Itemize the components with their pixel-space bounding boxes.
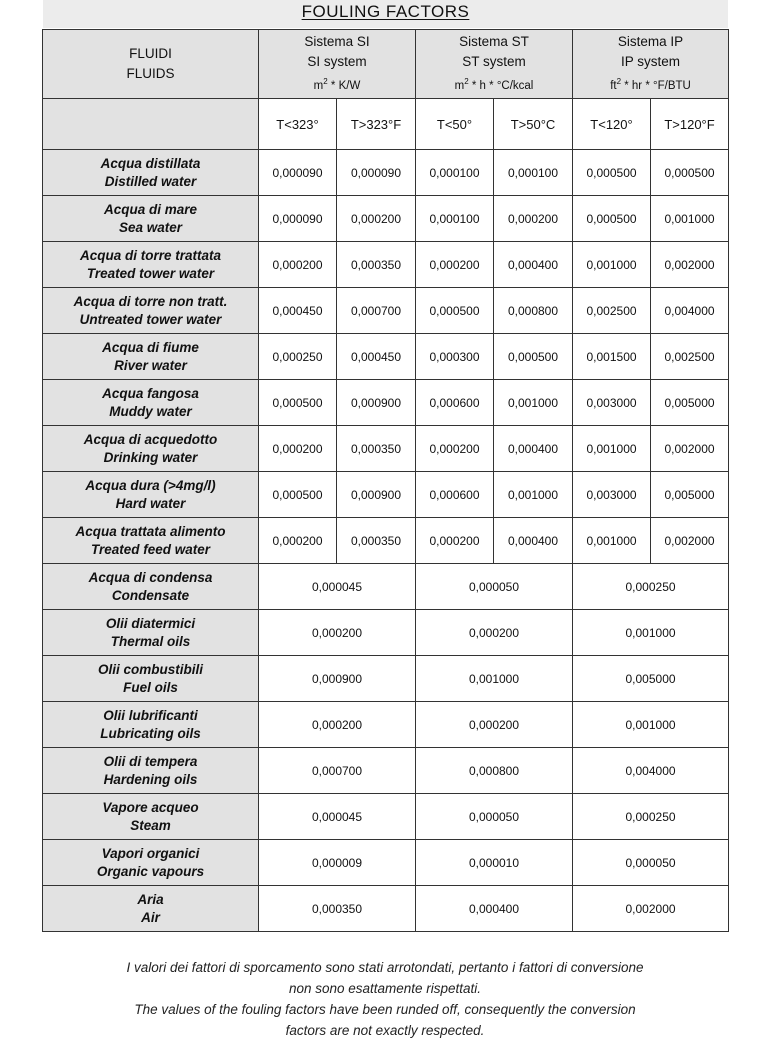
- value-cell: 0,000200: [416, 702, 573, 748]
- table-row: [43, 150, 729, 196]
- fluid-name-en: Condensate: [111, 587, 190, 603]
- header-system-si: [259, 30, 416, 99]
- system-ip-line2: IP system: [621, 54, 681, 70]
- system-si-unit: $m^2 * K/W$: [313, 77, 361, 92]
- value-cell: 0,002000: [573, 886, 729, 932]
- table-row: [43, 748, 729, 794]
- table-row: [43, 610, 729, 656]
- value-cell: 0,000050: [416, 564, 573, 610]
- value-cell: 0,000200: [416, 242, 494, 288]
- fluid-name-cell: [43, 242, 259, 288]
- value-cell: 0,000400: [416, 886, 573, 932]
- fluid-name-cell: [43, 518, 259, 564]
- fluid-name-cell: [43, 886, 259, 932]
- fluid-name-cell: [43, 472, 259, 518]
- value-cell: 0,000500: [573, 150, 651, 196]
- fluid-name-cell: [43, 334, 259, 380]
- value-cell: 0,000250: [259, 334, 337, 380]
- footnote: [60, 957, 710, 1041]
- temp-header: T>323°F: [337, 99, 416, 150]
- system-ip-unit: $ft^2$ * hr * °F/BTU: [610, 77, 691, 92]
- footnote-line: non sono esattamente rispettati.: [288, 981, 482, 996]
- system-si-line1: Sistema SI: [304, 34, 370, 50]
- fluid-name-it: Vapori organici: [101, 845, 200, 861]
- fluid-name-it: Acqua trattata alimento: [75, 523, 226, 539]
- value-cell: 0,000200: [416, 518, 494, 564]
- value-cell: 0,000400: [494, 426, 573, 472]
- fluid-name-en: Organic vapours: [96, 863, 205, 879]
- fluid-name-cell: [43, 748, 259, 794]
- value-cell: 0,005000: [651, 472, 729, 518]
- value-cell: 0,000009: [259, 840, 416, 886]
- value-cell: 0,000600: [416, 472, 494, 518]
- table-row: [43, 288, 729, 334]
- value-cell: 0,000090: [259, 150, 337, 196]
- value-cell: 0,000700: [259, 748, 416, 794]
- value-cell: 0,000400: [494, 242, 573, 288]
- fluid-name-cell: [43, 702, 259, 748]
- system-st-line2: ST system: [462, 54, 526, 70]
- header-system-st: [416, 30, 573, 99]
- value-cell: 0,000100: [416, 150, 494, 196]
- fluid-name-it: Acqua di condensa: [88, 569, 213, 585]
- value-cell: 0,000100: [494, 150, 573, 196]
- value-cell: 0,000045: [259, 564, 416, 610]
- table-row: [43, 242, 729, 288]
- header-system-ip: [573, 30, 729, 99]
- fluid-name-cell: [43, 380, 259, 426]
- value-cell: 0,000200: [259, 610, 416, 656]
- fluid-name-it: Acqua di torre trattata: [79, 247, 222, 263]
- fluid-name-it: Acqua distillata: [100, 155, 201, 171]
- value-cell: 0,000200: [337, 196, 416, 242]
- table-row: [43, 564, 729, 610]
- value-cell: 0,001000: [651, 196, 729, 242]
- value-cell: 0,003000: [573, 380, 651, 426]
- temp-header: T>50°C: [494, 99, 573, 150]
- value-cell: 0,000800: [416, 748, 573, 794]
- fluid-name-cell: [43, 150, 259, 196]
- value-cell: 0,000800: [494, 288, 573, 334]
- value-cell: 0,000200: [416, 610, 573, 656]
- fluid-name-it: Acqua fangosa: [102, 385, 199, 401]
- fluid-name-cell: [43, 840, 259, 886]
- system-st-unit: $m^2$ * h * °C/kcal: [454, 77, 534, 92]
- fluid-name-en: Untreated tower water: [79, 311, 222, 327]
- temp-header: T<50°: [416, 99, 494, 150]
- fluid-name-it: Olii di tempera: [103, 753, 198, 769]
- fluid-name-en: Thermal oils: [110, 633, 191, 649]
- table-row: [43, 426, 729, 472]
- system-ip-line1: Sistema IP: [617, 34, 684, 50]
- fluid-name-en: Sea water: [118, 219, 183, 235]
- value-cell: 0,000500: [259, 472, 337, 518]
- value-cell: 0,000200: [259, 702, 416, 748]
- value-cell: 0,000900: [259, 656, 416, 702]
- fluid-name-it: Acqua di acquedotto: [83, 431, 218, 447]
- fluid-name-en: Treated tower water: [86, 265, 215, 281]
- value-cell: 0,000050: [573, 840, 729, 886]
- value-cell: 0,000045: [259, 794, 416, 840]
- value-cell: 0,000200: [494, 196, 573, 242]
- table-row: [43, 656, 729, 702]
- value-cell: 0,000250: [573, 564, 729, 610]
- value-cell: 0,000200: [259, 426, 337, 472]
- value-cell: 0,002500: [573, 288, 651, 334]
- fluid-name-cell: [43, 426, 259, 472]
- fluid-name-cell: [43, 794, 259, 840]
- fluid-name-cell: [43, 196, 259, 242]
- table-row: [43, 472, 729, 518]
- value-cell: 0,003000: [573, 472, 651, 518]
- fluid-name-en: Air: [141, 909, 160, 925]
- fluid-name-en: Hard water: [115, 495, 186, 511]
- value-cell: 0,001000: [494, 472, 573, 518]
- value-cell: 0,001500: [573, 334, 651, 380]
- fluid-name-en: Muddy water: [109, 403, 192, 419]
- footnote-line: I valori dei fattori di sporcamento sono stati arrotondati, pertanto i fattori di conversione: [126, 960, 644, 975]
- table-row: [43, 380, 729, 426]
- value-cell: 0,000250: [573, 794, 729, 840]
- value-cell: 0,002500: [651, 334, 729, 380]
- fluid-name-it: Acqua di fiume: [102, 339, 199, 355]
- temp-header: T>120°F: [651, 99, 729, 150]
- value-cell: 0,000200: [416, 426, 494, 472]
- value-cell: 0,004000: [573, 748, 729, 794]
- value-cell: 0,001000: [416, 656, 573, 702]
- value-cell: 0,000450: [337, 334, 416, 380]
- fluid-name-en: Treated feed water: [90, 541, 211, 557]
- fluid-name-en: Distilled water: [104, 173, 197, 189]
- value-cell: 0,001000: [573, 518, 651, 564]
- fluid-name-it: Olii diatermici: [105, 615, 196, 631]
- value-cell: 0,005000: [651, 380, 729, 426]
- value-cell: 0,002000: [651, 242, 729, 288]
- header-fluids: [43, 30, 259, 99]
- header-fluids-it: FLUIDI: [129, 46, 172, 61]
- page-title: FOULING FACTORS: [301, 2, 470, 21]
- fluid-name-en: Fuel oils: [123, 679, 178, 695]
- table-row: [43, 840, 729, 886]
- value-cell: 0,000350: [259, 886, 416, 932]
- fluid-name-it: Olii combustibili: [97, 661, 203, 677]
- value-cell: 0,001000: [573, 426, 651, 472]
- value-cell: 0,000500: [573, 196, 651, 242]
- temp-header: T<323°: [259, 99, 337, 150]
- footnote-line: The values of the fouling factors have been runded off, consequently the conversion: [134, 1002, 636, 1017]
- value-cell: 0,000700: [337, 288, 416, 334]
- value-cell: 0,000200: [259, 518, 337, 564]
- fluid-name-it: Acqua dura (>4mg/l): [85, 477, 216, 493]
- table-row: [43, 196, 729, 242]
- fluid-name-en: Steam: [130, 817, 171, 833]
- value-cell: 0,001000: [494, 380, 573, 426]
- value-cell: 0,000900: [337, 472, 416, 518]
- table-row: [43, 794, 729, 840]
- fluid-name-it: Acqua di torre non tratt.: [73, 293, 228, 309]
- value-cell: 0,000350: [337, 518, 416, 564]
- value-cell: 0,002000: [651, 518, 729, 564]
- value-cell: 0,002000: [651, 426, 729, 472]
- table-row: [43, 702, 729, 748]
- header-fluids-en: FLUIDS: [126, 66, 175, 81]
- value-cell: 0,000500: [259, 380, 337, 426]
- value-cell: 0,000100: [416, 196, 494, 242]
- value-cell: 0,001000: [573, 610, 729, 656]
- fluid-name-it: Olii lubrificanti: [103, 707, 198, 723]
- value-cell: 0,000090: [259, 196, 337, 242]
- value-cell: 0,000900: [337, 380, 416, 426]
- value-cell: 0,000200: [259, 242, 337, 288]
- temp-header: T<120°: [573, 99, 651, 150]
- fluid-name-cell: [43, 656, 259, 702]
- fluid-name-it: Vapore acqueo: [102, 799, 199, 815]
- value-cell: 0,000350: [337, 242, 416, 288]
- table-row: [43, 886, 729, 932]
- system-st-line1: Sistema ST: [459, 34, 529, 50]
- fluid-name-cell: [43, 610, 259, 656]
- value-cell: 0,000500: [494, 334, 573, 380]
- value-cell: 0,000500: [416, 288, 494, 334]
- value-cell: 0,000050: [416, 794, 573, 840]
- fluid-name-en: Drinking water: [103, 449, 198, 465]
- table-row: [43, 518, 729, 564]
- title-band: [43, 0, 728, 28]
- value-cell: 0,000600: [416, 380, 494, 426]
- fluid-name-cell: [43, 288, 259, 334]
- value-cell: 0,000300: [416, 334, 494, 380]
- fouling-factors-table: [42, 29, 729, 932]
- system-si-line2: SI system: [307, 54, 367, 70]
- fluid-name-en: Lubricating oils: [100, 725, 201, 741]
- value-cell: 0,000400: [494, 518, 573, 564]
- fluid-name-it: Acqua di mare: [103, 201, 198, 217]
- footnote-line: factors are not exactly respected.: [285, 1023, 485, 1038]
- header-blank-cell: [43, 99, 259, 150]
- fluid-name-it: Aria: [137, 891, 164, 907]
- value-cell: 0,001000: [573, 702, 729, 748]
- value-cell: 0,000010: [416, 840, 573, 886]
- value-cell: 0,001000: [573, 242, 651, 288]
- value-cell: 0,000450: [259, 288, 337, 334]
- value-cell: 0,000350: [337, 426, 416, 472]
- value-cell: 0,000090: [337, 150, 416, 196]
- value-cell: 0,004000: [651, 288, 729, 334]
- fluid-name-en: Hardening oils: [103, 771, 198, 787]
- fluid-name-en: River water: [114, 357, 187, 373]
- fluid-name-cell: [43, 564, 259, 610]
- value-cell: 0,000500: [651, 150, 729, 196]
- table-row: [43, 334, 729, 380]
- value-cell: 0,005000: [573, 656, 729, 702]
